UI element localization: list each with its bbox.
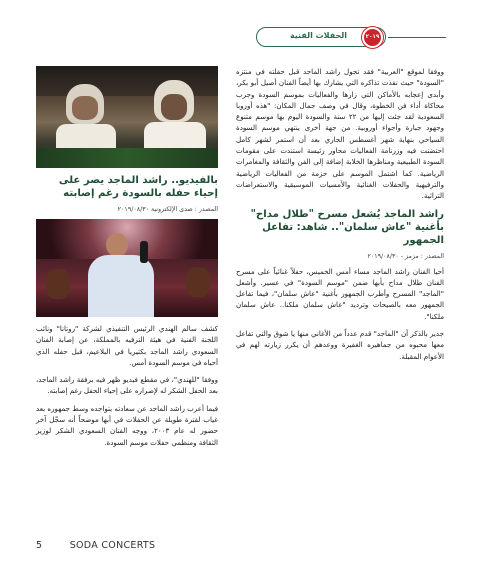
page-footer bbox=[36, 540, 155, 551]
right-column bbox=[236, 66, 444, 368]
year-badge: ٢٠١٩ bbox=[362, 27, 383, 48]
article-headline: راشد الماجد يُشعل مسرح "طلال مداح" بأغنية "عاش سلمان".. شاهد: تفاعل الجمهور bbox=[250, 208, 444, 246]
article-source: المصدر : صدى الإلكترونية ٢٠١٩/٠٨/٣٠ bbox=[117, 206, 218, 213]
magazine-name: SODA CONCERTS bbox=[69, 540, 156, 551]
singer-photo bbox=[36, 219, 218, 317]
article-headline: بالفيديو.. راشد الماجد يصر على إحياء حفله بالسودة رغم إصابته bbox=[58, 175, 218, 199]
section-header bbox=[256, 27, 386, 47]
article-paragraph: ووفقا "للهندي"، في مقطع فيديو ظهر فيه برفقة راشد الماجد، بعد الحفل الشكر له لإصراره على إحياء الحفل رغم إصابته. bbox=[36, 375, 218, 396]
intro-paragraph: ووفقا لموقع "العربية" فقد تجول راشد الماجد قبل حفلته في منتزه "السودة" حيث نفذت تذاكره التي يشارك بها أيضاً الفنان أصيل أبو بكر، وأبدى إعجابه بالأماكن التي زارها والفعاليات بموسم السودة وجرب محاكاة أداء فن الخطوة، وقال في وصف جمال المكان: "هذه أوروبا السعودية لقد جئت إليها من ٢٢ سنة والسودة اليوم بها موسم متنوع وجهود جبارة وأجواء أوروبية. من جهة أخرى ينتهي موسم السودة السياحي بنهاية شهر أغسطس الجاري بعد أن استمر لشهر كامل احتضنت فيه وزرنامة الفعاليات محاور رئيسة استندت على مقومات السودة الطبيعية ومناظرها الخلابة إضافة إلى الفن والثقافة والمغامرات الرياضية. كما اشتمل الموسم على حزمة من الفعاليات الرياضية والترفيهية والحفلات الغنائية والأمسيات الموسيقية والاستعراضات التراثية. bbox=[236, 67, 444, 201]
article-paragraph: كشف سالم الهندي الرئيس التنفيذي لشركة "روتانا" ونائب اللجنة الفنية في هيئة الترفيه بالمملكة، عن إصابة الفنان السعودي راشد الماجد بكتيريا في البلاعيم، قبل حفله الذي أحياه في موسم السودة أمس. bbox=[36, 324, 218, 367]
section-title: الحفلات الفنية bbox=[289, 31, 347, 40]
page-number: 5 bbox=[36, 540, 43, 551]
article-paragraph: فيما أعرب راشد الماجد عن سعادته بتواجده وسط جمهوره بعد غياب لفترة طويلة عن الحفلات في أبها موضحاً أنه سجّل آخر حضور له عام ٢٠٠٣، ووجه الفنان السعودي الشكر لوزير الثقافة ومنظمي حفلات موسم السودة. bbox=[36, 403, 218, 447]
article-source: المصدر : مزمز - ٢٠١٩/٠٨/٣٠ bbox=[367, 252, 444, 260]
article-paragraph: جدير بالذكر أن "الماجد" قدم عدداً من الأغاني منها يا شوق والتي تفاعل معها محبوه من جماهيره الغفيرة ووعدهم أن يكرر زيارته لهم في الأعوام المقبلة. bbox=[236, 329, 444, 361]
left-column bbox=[36, 66, 218, 454]
header-rule bbox=[388, 37, 446, 38]
concert-photo-top bbox=[36, 66, 218, 168]
article-paragraph: أحيا الفنان راشد الماجد مساء أمس الخميس، حفلاً غنائياً على مسرح الفنان طلال مداح بأبها ضمن "موسم السودة" في عسير. وأشعل "الماجد" المسرح وأطرب الجمهور بأغنية "عاش سلمان"، فيما تفاعل الجمهور معه بالصيحات وترديد "عاش سلمان ملكنا.. عاش سلمان ملكنا". bbox=[236, 266, 444, 321]
